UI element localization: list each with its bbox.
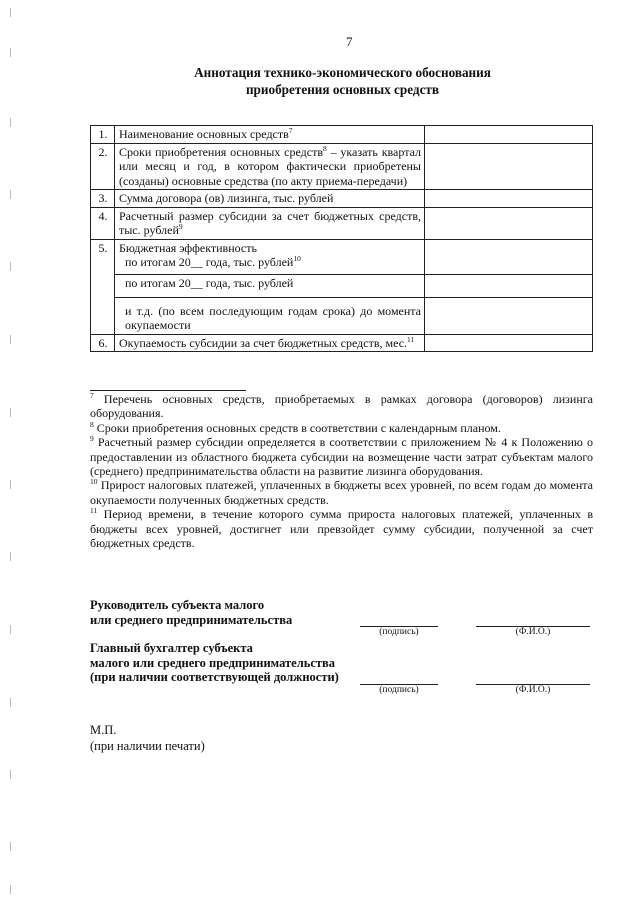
- row-subtext: по итогам 20__ года, тыс. рублей: [125, 255, 294, 269]
- row-description: [115, 239, 425, 274]
- row-description: и т.д. (по всем последующим годам срока) до момента окупаемости: [115, 297, 425, 334]
- value-cell[interactable]: [425, 239, 593, 274]
- accountant-label-line-2: малого или среднего предпринимательства: [90, 655, 336, 670]
- row-text: Наименование основных средств: [119, 127, 289, 141]
- footnote-mark: 9: [90, 434, 94, 444]
- footnote-11: [90, 507, 593, 550]
- title-line-1: Аннотация технико-экономического обоснования: [194, 65, 491, 80]
- row-description: Сумма договора (ов) лизинга, тыс. рублей: [115, 190, 425, 208]
- row-text: Бюджетная эффективность: [119, 240, 257, 255]
- row-description: по итогам 20__ года, тыс. рублей: [115, 274, 425, 297]
- accountant-signature-caption: (подпись): [379, 685, 419, 695]
- footnote-ref: 11: [407, 334, 415, 344]
- row-number: 4.: [91, 207, 115, 239]
- row-number: 3.: [91, 190, 115, 208]
- footnote-mark: 8: [90, 419, 94, 429]
- accountant-name-caption: (Ф.И.О.): [515, 685, 551, 695]
- row-text: Сроки приобретения основных средств: [119, 144, 323, 159]
- footnote-text: Период времени, в течение которого сумма прироста налоговых платежей, уплаченных в бюджеты всех уровней, достигнет или превзойдет сумму субсидии, полученной за счет бюджетных средств.: [90, 507, 593, 551]
- document-title: [60, 64, 625, 98]
- value-cell[interactable]: [425, 190, 593, 208]
- footnote-ref: 8: [323, 143, 327, 153]
- table-row: [91, 274, 593, 297]
- row-number: 1.: [91, 126, 115, 144]
- row-description: [115, 143, 425, 190]
- head-label-line-1: Руководитель субъекта малого: [90, 598, 265, 612]
- footnote-mark: 7: [90, 391, 94, 400]
- footnote-9: [90, 435, 593, 478]
- footnotes: [90, 392, 593, 550]
- row-text: Расчетный размер субсидии за счет бюджетных средств, тыс. рублей: [119, 208, 421, 237]
- table-row: [91, 207, 593, 239]
- annotation-table: [90, 125, 593, 352]
- value-cell[interactable]: [425, 334, 593, 352]
- value-cell[interactable]: [425, 207, 593, 239]
- value-cell[interactable]: [425, 126, 593, 144]
- stamp-label: М.П.: [90, 723, 117, 737]
- table-row: [91, 126, 593, 144]
- footnote-8: [90, 421, 593, 435]
- head-signature-caption: (подпись): [379, 627, 419, 637]
- table-row: [91, 239, 593, 274]
- row-text-continued: – указать квартал или месяц и год, в котором фактически приобретены (созданы) основные средства (по акту приема-передачи): [119, 144, 422, 188]
- stamp-note: (при наличии печати): [90, 739, 205, 753]
- stamp-place: [90, 722, 205, 754]
- value-cell[interactable]: [425, 297, 593, 334]
- head-name-caption: (Ф.И.О.): [515, 627, 551, 637]
- value-cell[interactable]: [425, 274, 593, 297]
- row-description: [115, 126, 425, 144]
- footnote-7: [90, 392, 593, 421]
- row-number: 5.: [91, 239, 115, 334]
- footnote-ref: 7: [288, 126, 293, 135]
- accountant-label-line-3: (при наличии соответствующей должности): [90, 670, 339, 684]
- table-row: [91, 190, 593, 208]
- table-row: [91, 334, 593, 352]
- footnote-text: Расчетный размер субсидии определяется в соответствии с приложением № 4 к Положению о предоставлении из областного бюджета субсидии на возмещение части затрат субъектам малого (среднего) предпринимательства области на развитие лизинга оборудования.: [90, 435, 593, 479]
- scan-edge-marks: [10, 0, 14, 905]
- footnote-text: Перечень основных средств, приобретаемых в рамках договора (договоров) лизинга оборудования.: [90, 392, 593, 421]
- value-cell[interactable]: [425, 143, 593, 190]
- accountant-label-line-1: Главный бухгалтер субъекта: [90, 641, 253, 655]
- row-number: 6.: [91, 334, 115, 352]
- footnote-10: [90, 478, 593, 507]
- footnote-mark: 11: [90, 506, 98, 516]
- footnote-ref: 9: [178, 222, 183, 231]
- footnote-text: Сроки приобретения основных средств в соответствии с календарным планом.: [93, 420, 501, 435]
- table-row: [91, 143, 593, 190]
- table-row: [91, 297, 593, 334]
- accountant-signature-label: [90, 641, 339, 685]
- footnote-ref: 10: [293, 254, 301, 263]
- footnote-text: Прирост налоговых платежей, уплаченных в бюджеты всех уровней, по всем годам до момента окупаемости полученных бюджетных средств.: [90, 478, 593, 507]
- row-text: Окупаемость субсидии за счет бюджетных средств, мес.: [119, 335, 408, 350]
- footnote-mark: 10: [90, 477, 98, 487]
- footnote-separator: [90, 390, 246, 391]
- head-label-line-2: или среднего предпринимательства: [90, 612, 293, 627]
- row-number: 2.: [91, 143, 115, 190]
- row-description: [115, 334, 425, 352]
- title-line-2: приобретения основных средств: [245, 82, 440, 97]
- head-signature-label: [90, 598, 292, 627]
- page-number: 7: [346, 34, 353, 49]
- row-description: [115, 207, 425, 239]
